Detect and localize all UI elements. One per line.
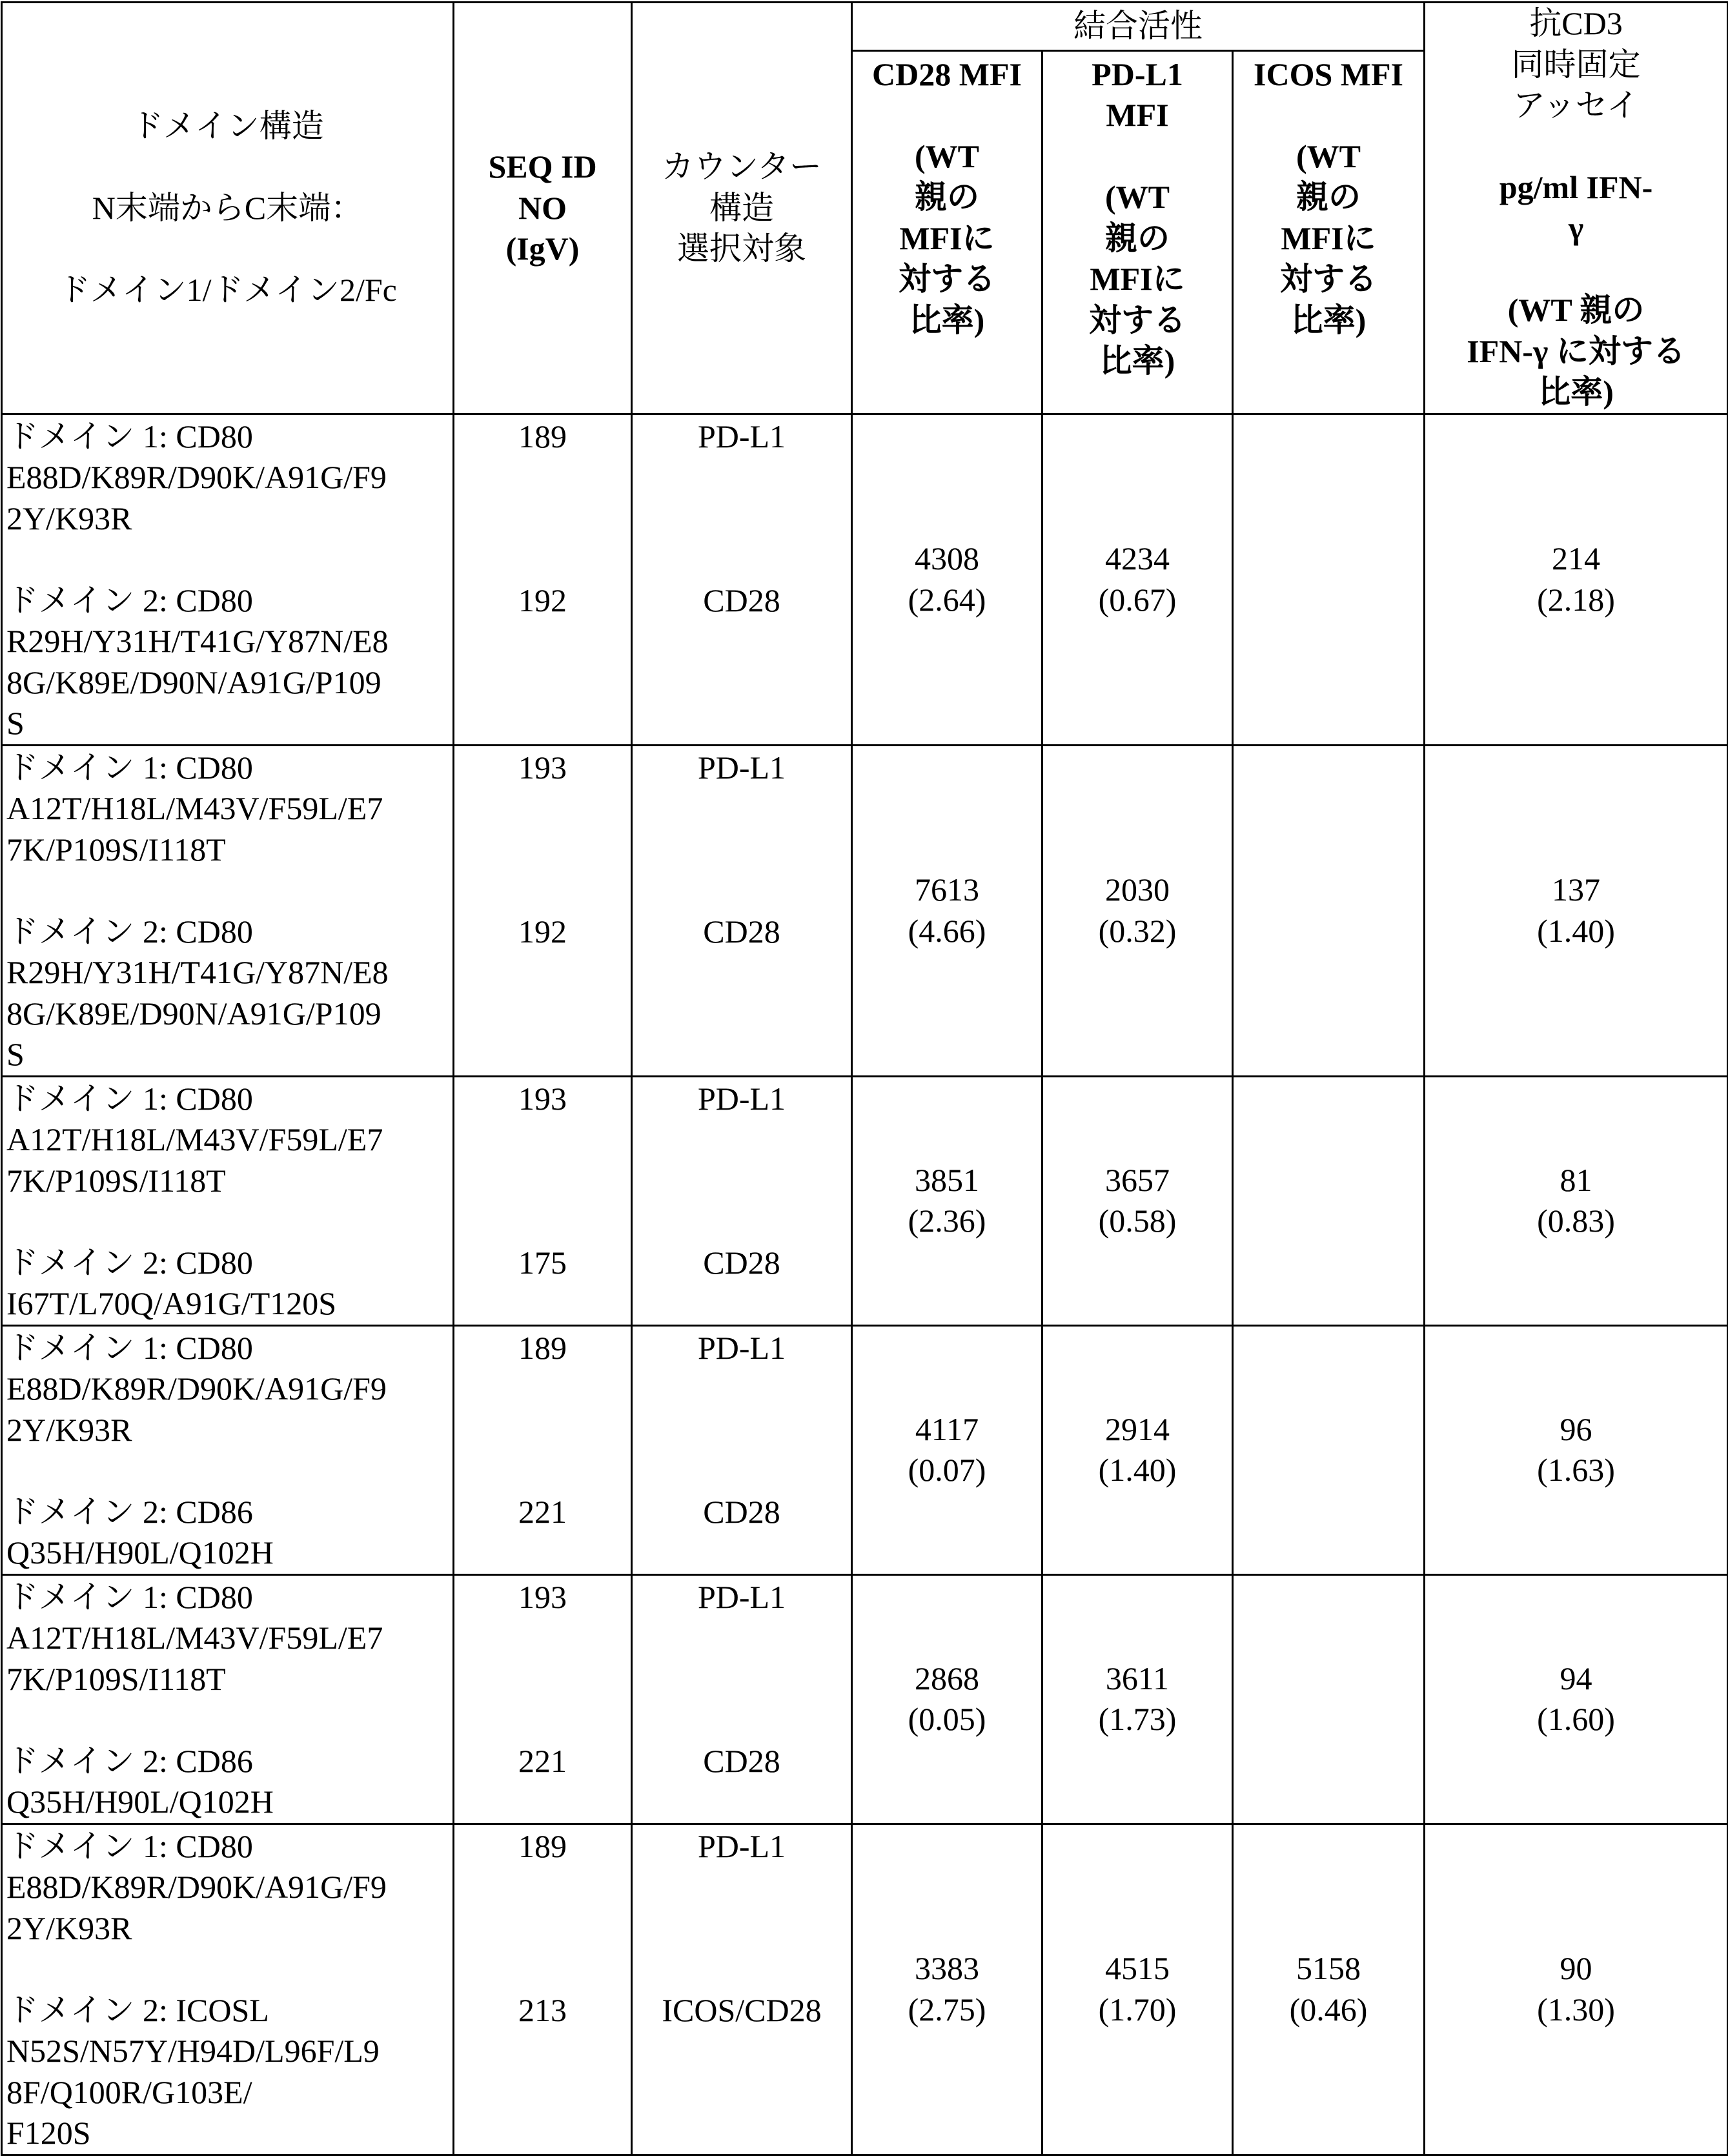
seq-id-2: 221 bbox=[454, 1741, 631, 1782]
seq-id-1: 189 bbox=[454, 1826, 631, 1867]
domain-1: ドメイン 1: CD80 A12T/H18L/M43V/F59L/E7 7K/P109S/I118T bbox=[6, 1079, 452, 1202]
ifn-gamma-cell: 137 (1.40) bbox=[1425, 745, 1728, 1076]
counter-cell bbox=[632, 1574, 852, 1824]
ifn-gamma-cell: 90 (1.30) bbox=[1425, 1824, 1728, 2155]
header-icos-mfi: ICOS MFI (WT 親の MFIに 対する 比率) bbox=[1233, 50, 1425, 414]
counter-1: PD-L1 bbox=[633, 416, 851, 458]
cd28-mfi-cell: 2868 (0.05) bbox=[852, 1574, 1042, 1824]
domain-1: ドメイン 1: CD80 A12T/H18L/M43V/F59L/E7 7K/P109S/I118T bbox=[6, 747, 452, 871]
ifn-gamma-cell: 94 (1.60) bbox=[1425, 1574, 1728, 1824]
domain-1: ドメイン 1: CD80 E88D/K89R/D90K/A91G/F9 2Y/K93R bbox=[6, 1826, 452, 1949]
domain-1: ドメイン 1: CD80 E88D/K89R/D90K/A91G/F9 2Y/K93R bbox=[6, 1328, 452, 1451]
cd28-mfi-cell: 3851 (2.36) bbox=[852, 1076, 1042, 1325]
seq-id-cell bbox=[454, 1325, 632, 1574]
counter-1: PD-L1 bbox=[633, 1826, 851, 1867]
table-row bbox=[2, 414, 1728, 745]
seq-id-2: 213 bbox=[454, 1990, 631, 2031]
seq-id-2: 175 bbox=[454, 1243, 631, 1284]
seq-id-cell bbox=[454, 1076, 632, 1325]
counter-2: CD28 bbox=[633, 1741, 851, 1782]
seq-id-2: 192 bbox=[454, 580, 631, 622]
pdl1-mfi-cell: 2914 (1.40) bbox=[1042, 1325, 1233, 1574]
header-assay bbox=[1425, 3, 1728, 414]
header-domain-structure: ドメイン構造 N末端からC末端： ドメイン1/ドメイン2/Fc bbox=[2, 3, 454, 414]
counter-1: PD-L1 bbox=[633, 747, 851, 789]
counter-cell bbox=[632, 1076, 852, 1325]
header-binding-activity: 結合活性 bbox=[852, 3, 1425, 51]
icos-mfi-cell: 5158 (0.46) bbox=[1233, 1824, 1425, 2155]
counter-2: ICOS/CD28 bbox=[633, 1990, 851, 2031]
seq-id-1: 189 bbox=[454, 1328, 631, 1369]
seq-id-cell bbox=[454, 1574, 632, 1824]
seq-id-cell bbox=[454, 414, 632, 745]
icos-mfi-cell bbox=[1233, 1574, 1425, 1824]
data-table bbox=[1, 1, 1728, 2156]
counter-2: CD28 bbox=[633, 1492, 851, 1533]
header-seq-id: SEQ ID NO (IgV) bbox=[454, 3, 632, 414]
counter-cell bbox=[632, 414, 852, 745]
counter-2: CD28 bbox=[633, 580, 851, 622]
table-row bbox=[2, 745, 1728, 1076]
pdl1-mfi-cell: 3611 (1.73) bbox=[1042, 1574, 1233, 1824]
counter-1: PD-L1 bbox=[633, 1079, 851, 1120]
seq-id-1: 193 bbox=[454, 1577, 631, 1618]
counter-cell bbox=[632, 745, 852, 1076]
domain-cell bbox=[2, 414, 454, 745]
domain-cell bbox=[2, 1076, 454, 1325]
table-row bbox=[2, 1325, 1728, 1574]
domain-2: ドメイン 2: CD80 R29H/Y31H/T41G/Y87N/E8 8G/K89E/D90N/A91G/P109 S bbox=[6, 911, 452, 1075]
pdl1-mfi-cell: 4515 (1.70) bbox=[1042, 1824, 1233, 2155]
domain-1: ドメイン 1: CD80 E88D/K89R/D90K/A91G/F9 2Y/K93R bbox=[6, 416, 452, 540]
assay-unit: pg/ml IFN- γ (WT 親の IFN-γ に対する 比率) bbox=[1425, 167, 1727, 413]
header-cd28-mfi: CD28 MFI (WT 親の MFIに 対する 比率) bbox=[852, 50, 1042, 414]
cd28-mfi-cell: 3383 (2.75) bbox=[852, 1824, 1042, 2155]
header-pdl1-mfi: PD-L1 MFI (WT 親の MFIに 対する 比率) bbox=[1042, 50, 1233, 414]
pdl1-mfi-cell: 2030 (0.32) bbox=[1042, 745, 1233, 1076]
domain-cell bbox=[2, 745, 454, 1076]
table-row bbox=[2, 1574, 1728, 1824]
ifn-gamma-cell: 81 (0.83) bbox=[1425, 1076, 1728, 1325]
icos-mfi-cell bbox=[1233, 1076, 1425, 1325]
domain-2: ドメイン 2: CD86 Q35H/H90L/Q102H bbox=[6, 1492, 452, 1574]
ifn-gamma-cell: 96 (1.63) bbox=[1425, 1325, 1728, 1574]
domain-2: ドメイン 2: CD86 Q35H/H90L/Q102H bbox=[6, 1741, 452, 1823]
counter-1: PD-L1 bbox=[633, 1577, 851, 1618]
domain-2: ドメイン 2: CD80 I67T/L70Q/A91G/T120S bbox=[6, 1243, 452, 1325]
domain-cell bbox=[2, 1824, 454, 2155]
domain-2: ドメイン 2: CD80 R29H/Y31H/T41G/Y87N/E8 8G/K89E/D90N/A91G/P109 S bbox=[6, 580, 452, 744]
seq-id-2: 221 bbox=[454, 1492, 631, 1533]
seq-id-1: 193 bbox=[454, 747, 631, 789]
domain-1: ドメイン 1: CD80 A12T/H18L/M43V/F59L/E7 7K/P109S/I118T bbox=[6, 1577, 452, 1700]
pdl1-mfi-cell: 3657 (0.58) bbox=[1042, 1076, 1233, 1325]
counter-cell bbox=[632, 1824, 852, 2155]
domain-cell bbox=[2, 1574, 454, 1824]
domain-cell bbox=[2, 1325, 454, 1574]
cd28-mfi-cell: 4117 (0.07) bbox=[852, 1325, 1042, 1574]
icos-mfi-cell bbox=[1233, 414, 1425, 745]
header-counter-structure: カウンター 構造 選択対象 bbox=[632, 3, 852, 414]
seq-id-1: 189 bbox=[454, 416, 631, 458]
cd28-mfi-cell: 7613 (4.66) bbox=[852, 745, 1042, 1076]
icos-mfi-cell bbox=[1233, 1325, 1425, 1574]
table-row bbox=[2, 1076, 1728, 1325]
counter-cell bbox=[632, 1325, 852, 1574]
icos-mfi-cell bbox=[1233, 745, 1425, 1076]
counter-2: CD28 bbox=[633, 1243, 851, 1284]
domain-2: ドメイン 2: ICOSL N52S/N57Y/H94D/L96F/L9 8F/Q100R/G103E/ F120S bbox=[6, 1990, 452, 2154]
assay-title: 抗CD3 同時固定 アッセイ bbox=[1425, 3, 1727, 127]
counter-2: CD28 bbox=[633, 911, 851, 953]
pdl1-mfi-cell: 4234 (0.67) bbox=[1042, 414, 1233, 745]
cd28-mfi-cell: 4308 (2.64) bbox=[852, 414, 1042, 745]
seq-id-2: 192 bbox=[454, 911, 631, 953]
counter-1: PD-L1 bbox=[633, 1328, 851, 1369]
table-row bbox=[2, 1824, 1728, 2155]
ifn-gamma-cell: 214 (2.18) bbox=[1425, 414, 1728, 745]
seq-id-cell bbox=[454, 745, 632, 1076]
seq-id-1: 193 bbox=[454, 1079, 631, 1120]
seq-id-cell bbox=[454, 1824, 632, 2155]
